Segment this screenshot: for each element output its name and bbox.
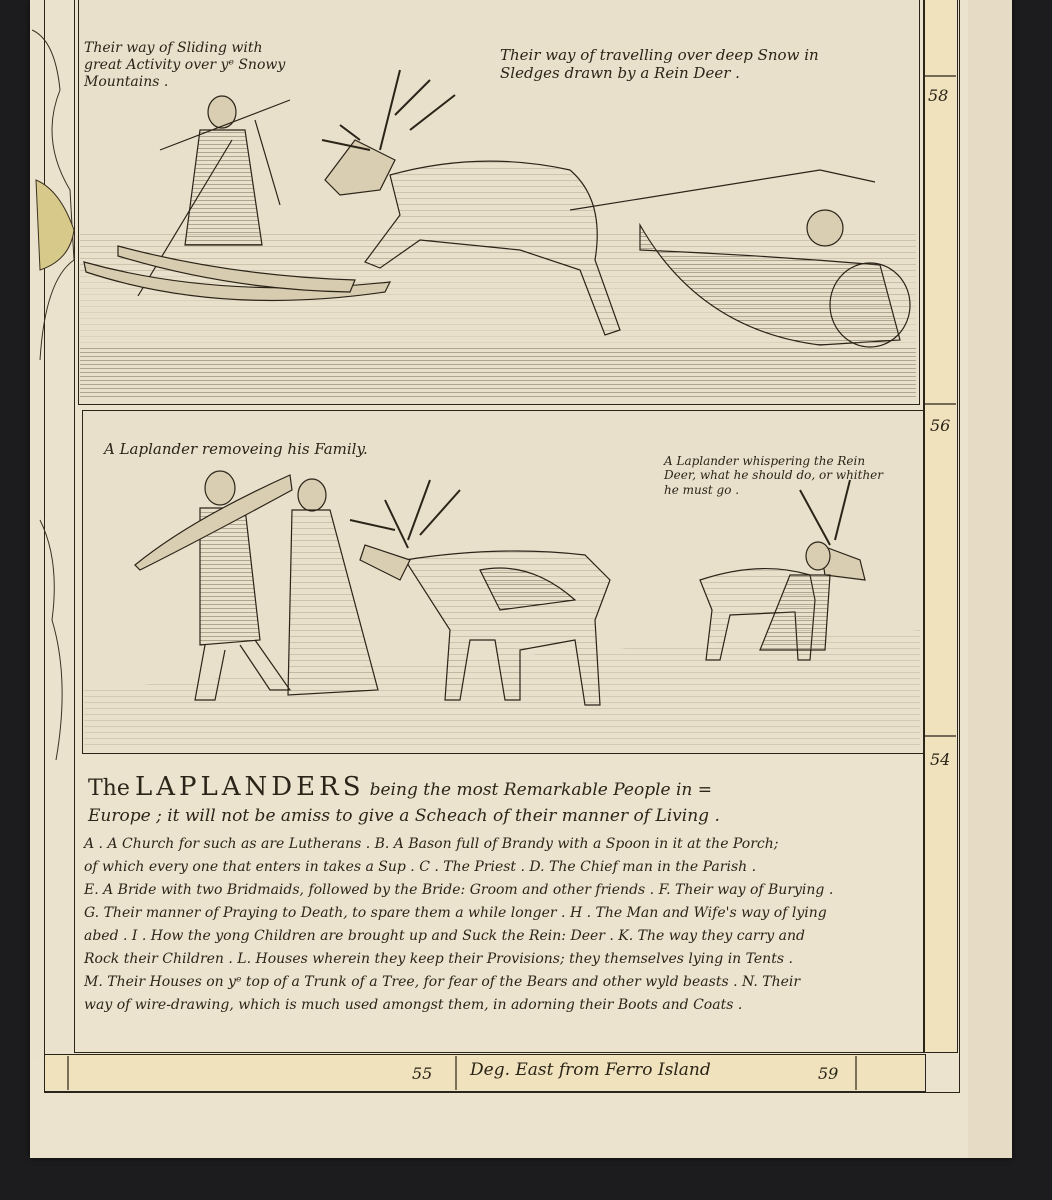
title-rest: being the most Remarkable People in = [369,780,713,800]
sledge-caption [500,46,819,82]
skiing-caption [84,40,285,90]
key-line: M. Their Houses on yᵉ top of a Trunk of a Tree, for fear of the Bears and other wyld beasts . N. Their [84,974,801,990]
skiing-caption-line: Mountains . [84,73,169,90]
title-line-1 [88,772,712,802]
skiing-caption-line: Their way of Sliding with [84,40,263,56]
title-the: The [88,776,130,801]
key-line: abed . I . How the yong Children are brought up and Suck the Rein: Deer . K. The way they carry and [84,928,805,944]
family-caption: A Laplander removeing his Family. [104,440,368,458]
ground-band [80,348,916,400]
whisper-caption [664,454,883,497]
title-line-2: Europe ; it will not be amiss to give a Scheach of their manner of Living . [88,806,720,826]
latitude-56: 56 [930,416,951,435]
latitude-58: 58 [928,86,949,105]
whisper-caption-line: A Laplander whispering the Rein [664,454,866,468]
key-line: way of wire-drawing, which is much used amongst them, in adorning their Boots and Coats . [84,997,743,1013]
skiing-caption-line: great Activity over yᵉ Snowy [84,56,286,73]
latitude-54: 54 [930,750,951,769]
key-line: E. A Bride with two Bridmaids, followed by the Bride: Groom and other friends . F. Their way of Burying . [84,882,834,898]
longitude-55: 55 [412,1064,433,1083]
island-shape [36,180,74,270]
key-line: of which every one that enters in takes a Sup . C . The Priest . D. The Chief man in the Parish . [84,859,757,875]
whisper-caption-line: he must go . [664,482,740,497]
longitude-label: Deg. East from Ferro Island [470,1060,711,1080]
lapland-family [135,471,378,700]
whispering-laplander [700,480,865,660]
title-laplanders: LAPLANDERS [134,772,365,802]
key-line: A . A Church for such as are Lutherans . B. A Bason full of Brandy with a Spoon in it at the Porch; [84,836,779,852]
longitude-59: 59 [818,1064,839,1083]
sledge-caption-line: Sledges drawn by a Rein Deer . [500,64,740,82]
key-line: G. Their manner of Praying to Death, to spare them a while longer . H . The Man and Wife's way of lying [84,905,827,921]
whisper-caption-line: Deer, what he should do, or whither [664,468,884,483]
sledge-caption-line: Their way of travelling over deep Snow in [500,46,819,64]
key-line: Rock their Children . L. Houses wherein they keep their Provisions; they themselves lying in Tents . [84,951,793,967]
